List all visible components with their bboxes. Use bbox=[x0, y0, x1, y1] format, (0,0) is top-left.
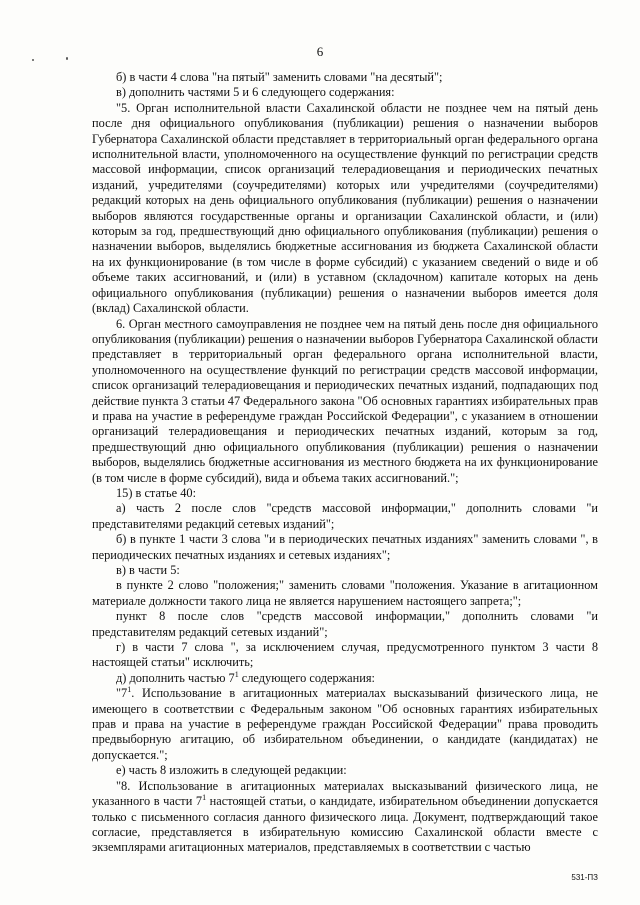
paragraph: в) дополнить частями 5 и 6 следующего содержания: bbox=[116, 85, 395, 100]
paragraph: "5. Орган исполнительной власти Сахалинской области не позднее чем на пятый день после дня официального опубликования (публикации) решения о назначении выборов Губернатора Сахалинской области представляет в территориальный орган федерального органа исполнительной власти, уполномоченного на осуществление функций по регистрации средств массовой информации, список организаций телерадиовещания и периодических печатных изданий, учредителями (соучредителями) которых или учредителями (соучредителями) редакций которых на день официального опубликования (публикации) решения о назначении выборов являются государственные органы и организации Сахалинской области, и (или) которым за год, предшествующий дню официального опубликования (публикации) решения о назначении выборов, выделялись бюджетные ассигнования из бюджета Сахалинской области на их функционирование (в том числе в форме субсидий) с указанием сведений о виде и об объеме таких ассигнований, и (или) в уставном (складочном) капитале которых на день официального опубликования (публикации) решения о назначении выборов имеется доля (вклад) Сахалинской области. bbox=[92, 100, 598, 316]
paragraph: д) дополнить частью $7^1$ следующего содержания: bbox=[116, 669, 375, 685]
paragraph: б) в пункте 1 части 3 слова "и в периодических печатных изданиях" заменить словами ", в периодических печатных изданиях и сетевых изданиях"; bbox=[92, 532, 598, 562]
document-body bbox=[92, 70, 598, 856]
page-number: 6 bbox=[316, 44, 324, 59]
paragraph: г) в части 7 слова ", за исключением случая, предусмотренного пунктом 3 части 8 настоящей статьи" исключить; bbox=[92, 640, 598, 670]
document-code: 531-ПЗ bbox=[571, 873, 598, 882]
paragraph: пункт 8 после слов "средств массовой информации," дополнить словами "и представителям редакций сетевых изданий"; bbox=[92, 609, 598, 639]
paragraph: е) часть 8 изложить в следующей редакции: bbox=[116, 763, 347, 778]
paragraph: в пункте 2 слово "положения;" заменить словами "положения. Указание в агитационном материале должности такого лица не является нарушением настоящего запрета;"; bbox=[92, 578, 598, 608]
paragraph: в) в части 5: bbox=[116, 563, 180, 577]
paragraph: б) в части 4 слова "на пятый" заменить словами "на десятый"; bbox=[116, 70, 443, 84]
paragraph: "$7^1$. Использование в агитационных материалах высказываний физического лица, не имеющего в соответствии с Федеральным законом "Об основных гарантиях избирательных прав и права на участие в референдуме граждан Российской Федерации" права проводить предвыборную агитацию, об избирательном объединении, о кандидате (кандидатах) не допускается."; bbox=[92, 685, 598, 762]
paragraph: а) часть 2 после слов "средств массовой информации," дополнить словами "и представителями редакций сетевых изданий"; bbox=[92, 501, 598, 531]
paragraph: 15) в статье 40: bbox=[116, 485, 196, 500]
paragraph: 6. Орган местного самоуправления не позднее чем на пятый день после дня официального опубликования (публикации) решения о назначении выборов Губернатора Сахалинской области представляет в территориальный орган федерального органа исполнительной власти, уполномоченного на осуществление функций по регистрации средств массовой информации, список организаций телерадиовещания и периодических печатных изданий, подпадающих под действие пункта 3 статьи 47 Федерального закона "Об основных гарантиях избирательных прав и права на участие в референдуме граждан Российской Федерации", с указанием в отношении организаций телерадиовещания и периодических печатных изданий, которым за год, предшествующий дню официального опубликования (публикации) решения о назначении выборов, выделялись бюджетные ассигнования из местного бюджета на их функционирование (в том числе в форме субсидий), вида и объема таких ассигнований."; bbox=[92, 316, 598, 485]
paragraph: "8. Использование в агитационных материалах высказываний физического лица, не указанного в части $7^1$ настоящей статьи, о кандидате, избирательном объединении допускается только с письменного согласия данного физического лица. Документ, подтверждающий такое согласие, представляется в избирательную комиссию Сахалинской области вместе с экземплярами агитационных материалов, представляемых в соответствии с частью bbox=[92, 778, 598, 855]
